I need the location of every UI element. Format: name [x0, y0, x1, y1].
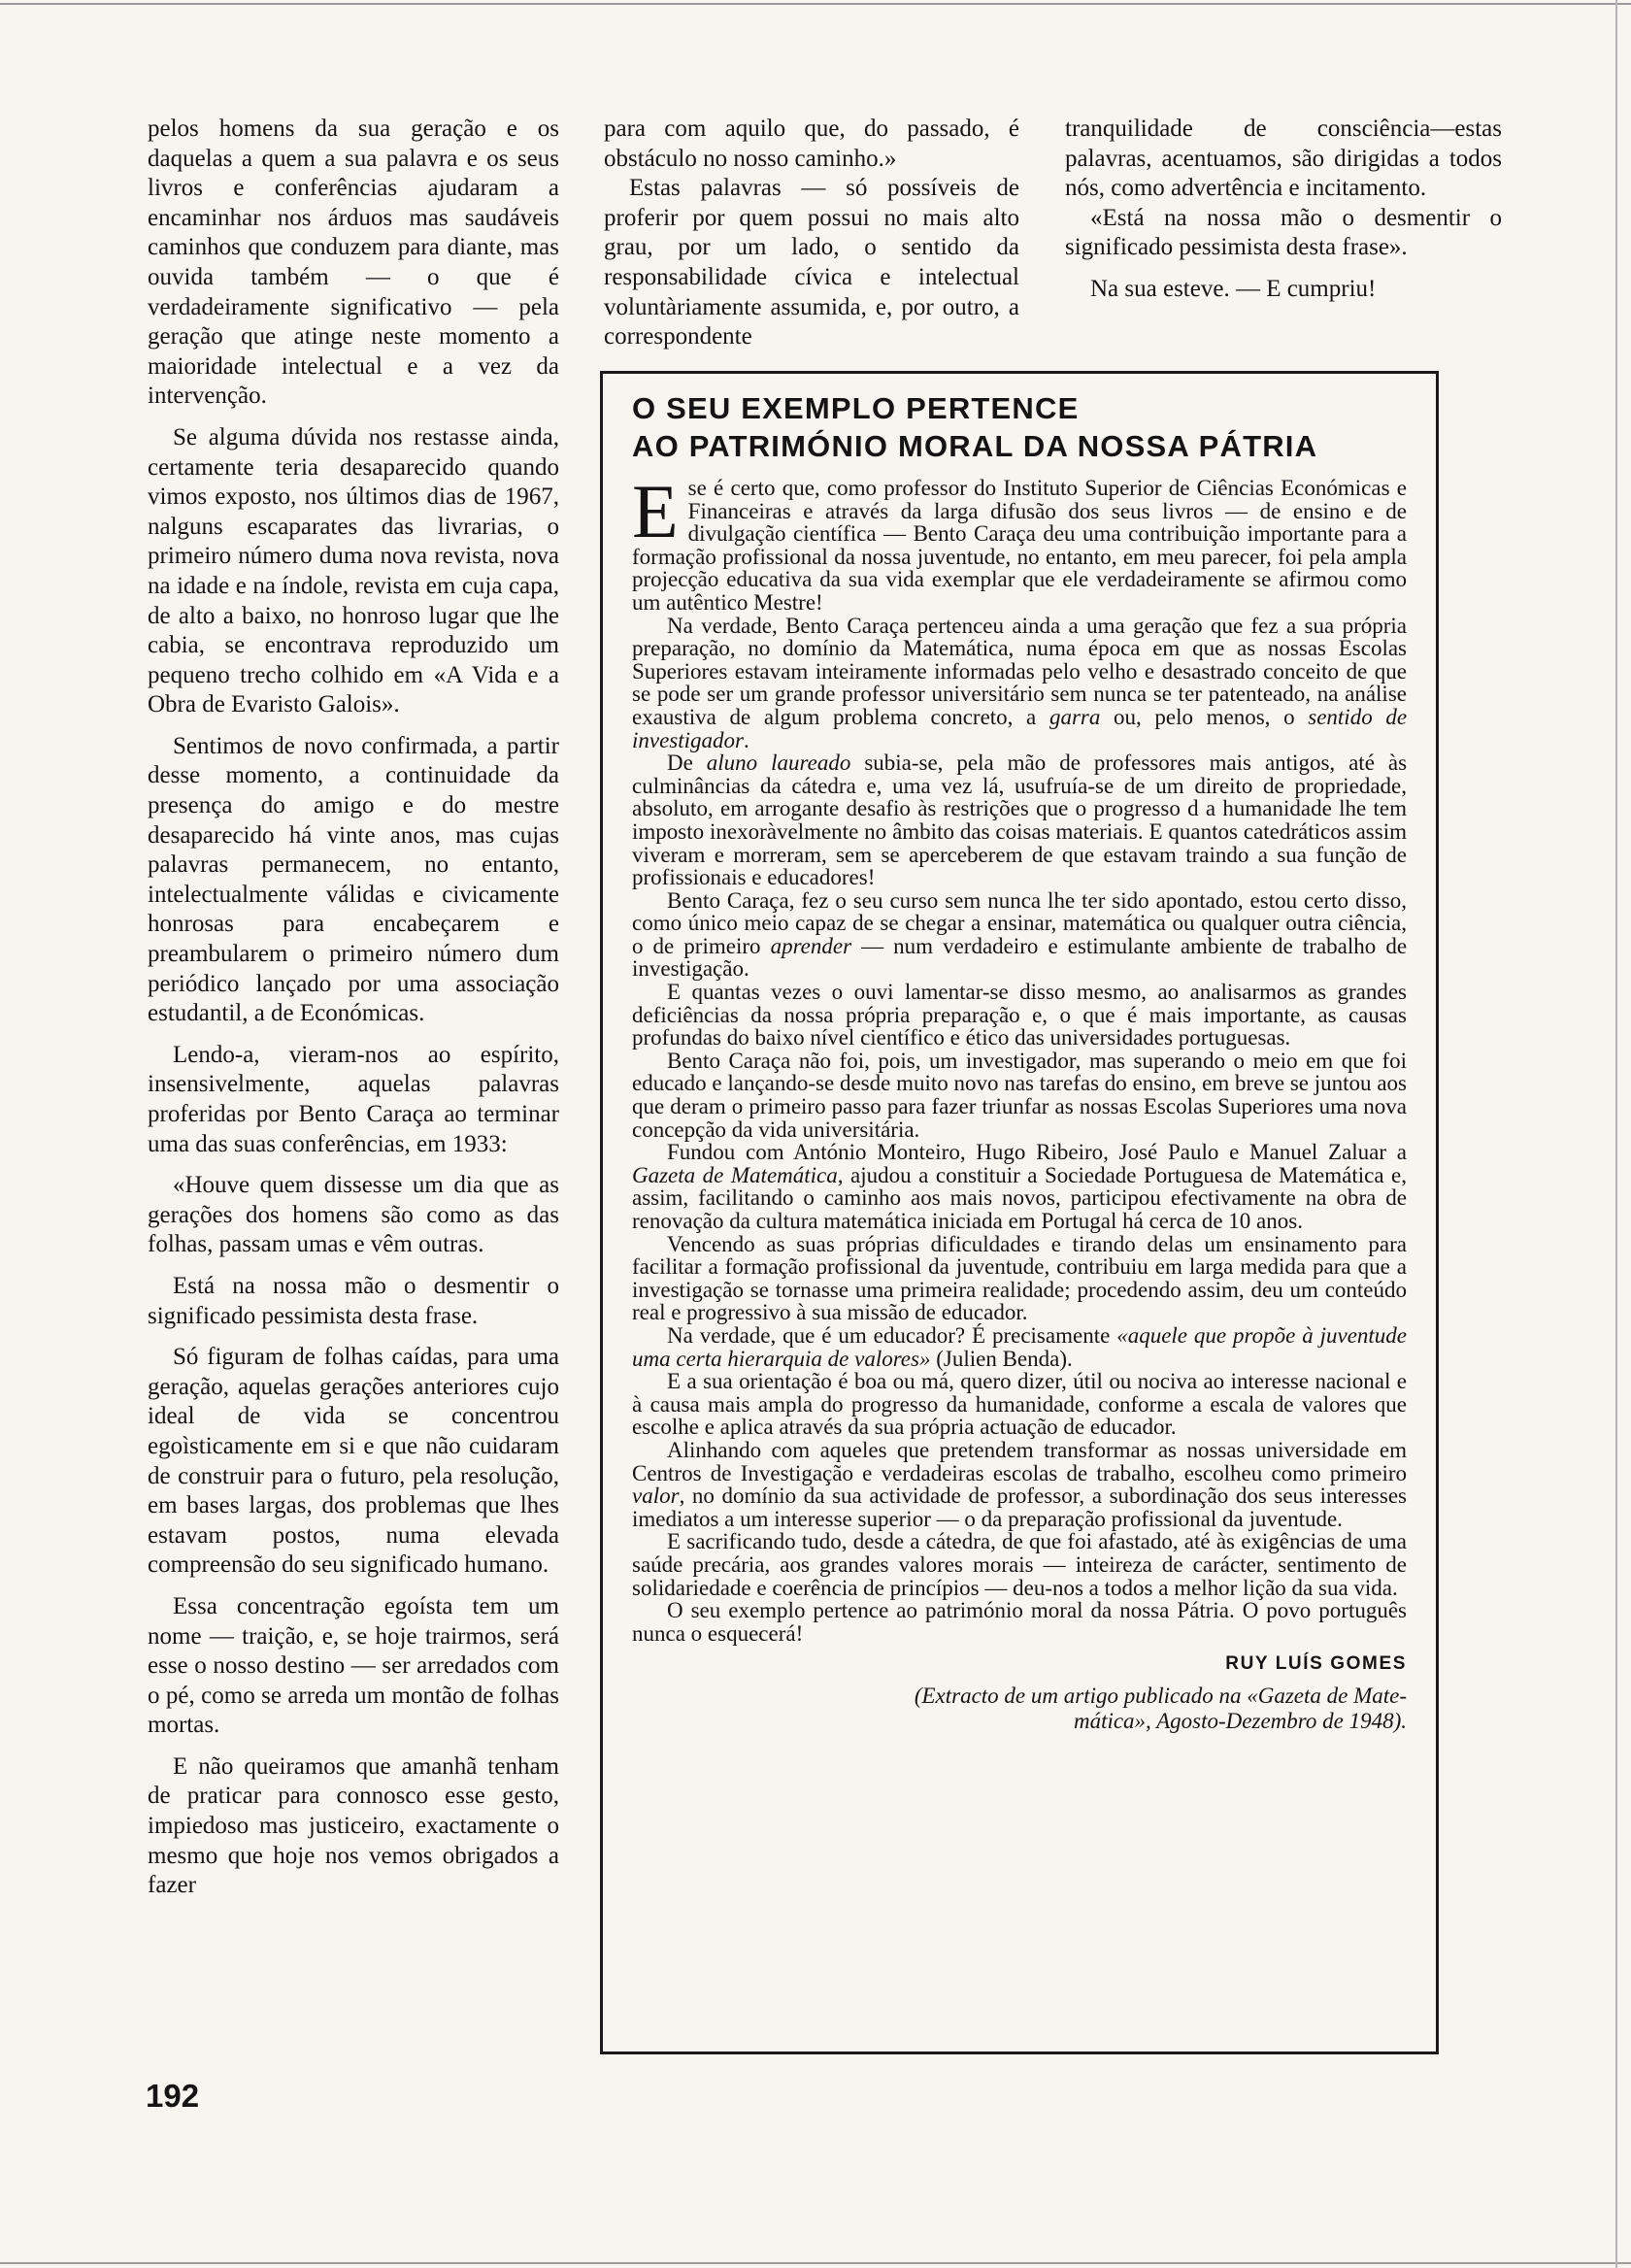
- column-left: [148, 115, 559, 1901]
- col1-quote-paragraph-1: «Houve quem dissesse um dia que as gerações dos homens são como as das folhas, passam umas e vêm outras.: [148, 1172, 559, 1258]
- box-paragraph-10: E a sua orientação é boa ou má, quero dizer, útil ou nociva ao interesse nacional e à causa mais ampla do progresso da humanidade, conforme a escala de valores que escolhe e aplica através da sua própria actuação de educador.: [632, 1369, 1407, 1440]
- footnote-line-2: mática», Agosto-Dezembro de 1948).: [1073, 1708, 1407, 1733]
- box-paragraph-1: Ese é certo que, como professor do Instituto Superior de Ciências Económicas e Financeiras e através da larga difusão dos seus livros — de ensino e de divulgação científica — Bento Caraça deu uma contribuição importante para a formação profissional da nossa juventude, no entanto, em meu parecer, foi pela ampla projecção educativa da sua vida exemplar que ele verdadeiramente se afirmou como um autêntico Mestre!: [632, 469, 1407, 615]
- col1-paragraph-4: Lendo-a, vieram-nos ao espírito, insensivelmente, aquelas palavras proferidas por Bento Caraça ao terminar uma das suas conferências, em 1933:: [148, 1041, 559, 1157]
- col2-paragraph-1: para com aquilo que, do passado, é obstáculo no nosso caminho.»: [604, 116, 1019, 172]
- col1-paragraph-1: pelos homens da sua geração e os daquelas a quem a sua palavra e os seus livros e conferências ajudaram a encaminhar nos árduos mas saudáveis caminhos que conduzem para diante, mas ouvida também — o que é verdadeiramente significativo — pela geração que atinge neste momento a maioridade intelectual e a vez da intervenção.: [148, 116, 559, 410]
- source-footnote: [632, 1684, 1407, 1734]
- column-right: [1065, 115, 1502, 305]
- top-edge-line: [0, 3, 1631, 5]
- col1-paragraph-3: Sentimos de novo confirmada, a partir desse momento, a continuidade da presença do amigo e do mestre desaparecido há vinte anos, mas cujas palavras permanecem, no entanto, intelectualmente válidas e civicamente honrosas para encabeçarem e preambularem o primeiro número dum periódico lançado por uma associação estudantil, a de Económicas.: [148, 732, 559, 1027]
- box-paragraph-11: Alinhando com aqueles que pretendem transformar as nossas universidade em Centros de Investigação e verdadeiras escolas de trabalho, escolheu como primeiro valor, no domínio da sua actividade de professor, a subordinação dos seus interesses imediatos a um interesse superior — o da preparação profissional da juventude.: [632, 1437, 1407, 1531]
- box-title-line-2: AO PATRIMÓNIO MORAL DA NOSSA PÁTRIA: [632, 429, 1318, 463]
- box-title-line-1: O SEU EXEMPLO PERTENCE: [632, 391, 1080, 425]
- bottom-edge-line: [0, 2262, 1631, 2264]
- col2-paragraph-2: Estas palavras — só possíveis de proferir por quem possui no mais alto grau, por um lado, o sentido da responsabilidade cívica e intelectual voluntàriamente assumida, e, por outro, a correspondente: [604, 175, 1019, 350]
- col3-paragraph-3: Na sua esteve. — E cumpriu!: [1090, 275, 1377, 302]
- box-paragraph-12: E sacrificando tudo, desde a cátedra, de que foi afastado, até às exigências de uma saúde precária, aos grandes valores morais — inteireza de carácter, sentimento de solidariedade e coerência de princípios — deu-nos a todos a melhor lição da sua vida.: [632, 1529, 1407, 1600]
- column-middle: [604, 115, 1019, 352]
- right-edge-line: [1615, 0, 1617, 2268]
- box-paragraph-13: O seu exemplo pertence ao património moral da nossa Pátria. O povo português nunca o esquecerá!: [632, 1598, 1407, 1646]
- footnote-line-1: (Extracto de um artigo publicado na «Gazeta de Mate-: [914, 1683, 1407, 1708]
- box-paragraph-2: Na verdade, Bento Caraça pertenceu ainda a uma geração que fez a sua própria preparação, no domínio da Matemática, numa época em que as nossas Escolas Superiores estavam inteiramente informadas pelo velho e desastrado conceito de que se pode ser um grande professor universitário sem nunca se ter patenteado, na análise exaustiva de algum problema concreto, a garra ou, pelo menos, o sentido de investigador.: [632, 613, 1408, 752]
- col1-paragraph-2: Se alguma dúvida nos restasse ainda, certamente teria desaparecido quando vimos exposto, nos últimos dias de 1967, nalguns escaparates das livrarias, o primeiro número duma nova revista, nova na idade e na índole, revista em cuja capa, de alto a baixo, no honroso lugar que lhe cabia, se encontrava reproduzido um pequeno trecho colhido em «A Vida e a Obra de Evaristo Galois».: [148, 423, 559, 718]
- box-paragraph-9: Na verdade, que é um educador? É precisamente «aquele que propõe à juventude uma certa hierarquia de valores» (Julien Benda).: [632, 1322, 1408, 1371]
- box-paragraph-7: Fundou com António Monteiro, Hugo Ribeiro, José Paulo e Manuel Zaluar a Gazeta de Matemática, ajudou a constituir a Sociedade Portuguesa de Matemática e, assim, facilitando o caminho aos mais novos, participou efectivamente na obra de renovação da cultura matemática iniciada em Portugal há cerca de 10 anos.: [632, 1140, 1407, 1233]
- boxed-article: [600, 371, 1439, 2054]
- box-paragraph-3: De aluno laureado subia-se, pela mão de professores mais antigos, até às culminâncias da cátedra e, uma vez lá, usufruía-se de um direito de propriedade, absoluto, em arrogante desafio às restrições que o progresso d a humanidade lhe tem imposto inexoràvelmente no âmbito das coisas materiais. E quantos catedráticos assim viveram e morreram, sem se aperceberem de que estavam traindo a sua função de profissionais e educadores!: [632, 750, 1408, 890]
- box-paragraph-8: Vencendo as suas próprias dificuldades e tirando delas um ensinamento para facilitar a formação profissional da juventude, contribuiu em larga medida para que a investigação se tornasse uma primeira realidade; procedendo assim, deu um conteúdo real e progressivo à sua missão de educador.: [632, 1231, 1407, 1325]
- col1-quote-paragraph-5: E não queiramos que amanhã tenham de praticar para connosco esse gesto, impiedoso mas justiceiro, exactamente o mesmo que hoje nos vemos obrigados a fazer: [148, 1752, 559, 1899]
- col1-quote-paragraph-2: Está na nossa mão o desmentir o significado pessimista desta frase.: [148, 1272, 559, 1329]
- col3-paragraph-1: tranquilidade de consciência—estas palavras, acentuamos, são dirigidas a todos nós, como advertência e incitamento.: [1065, 116, 1502, 202]
- box-paragraph-6: Bento Caraça não foi, pois, um investigador, mas superando o meio em que foi educado e lançando-se desde muito novo nas tarefas do ensino, em breve se juntou aos que deram o primeiro passo para fazer triunfar as nossas Escolas Superiores uma nova concepção da vida universitária.: [632, 1048, 1407, 1142]
- box-body: [632, 469, 1408, 1734]
- author-signature: RUY LUÍS GOMES: [1225, 1653, 1407, 1675]
- drop-cap: E: [632, 469, 679, 553]
- box-title: [632, 389, 1407, 465]
- box-paragraph-4: Bento Caraça, fez o seu curso sem nunca lhe ter sido apontado, estou certo disso, como único meio capaz de se chegar a ensinar, matemática ou qualquer outra ciência, o de primeiro aprender — num verdadeiro e estimulante ambiente de trabalho de investigação.: [632, 887, 1408, 982]
- col1-quote-paragraph-4: Essa concentração egoísta tem um nome — traição, e, se hoje trairmos, será esse o nosso destino — ser arredados com o pé, como se arreda um montão de folhas mortas.: [148, 1592, 559, 1739]
- box-paragraph-5: E quantas vezes o ouvi lamentar-se disso mesmo, ao analisarmos as grandes deficiências da nossa própria preparação e, o que é mais importante, as causas profundas do baixo nível científico e ético das universidades portuguesas.: [632, 980, 1407, 1051]
- col3-paragraph-2: «Está na nossa mão o desmentir o significado pessimista desta frase».: [1065, 204, 1502, 261]
- col1-quote-paragraph-3: Só figuram de folhas caídas, para uma geração, aquelas gerações anteriores cujo ideal de vida se concentrou egoìsticamente em si e que não cuidaram de construir para o futuro, pela resolução, em bases largas, dos problemas que lhes estavam postos, numa elevada compreensão do seu significado humano.: [148, 1344, 559, 1579]
- page-number: 192: [146, 2078, 200, 2114]
